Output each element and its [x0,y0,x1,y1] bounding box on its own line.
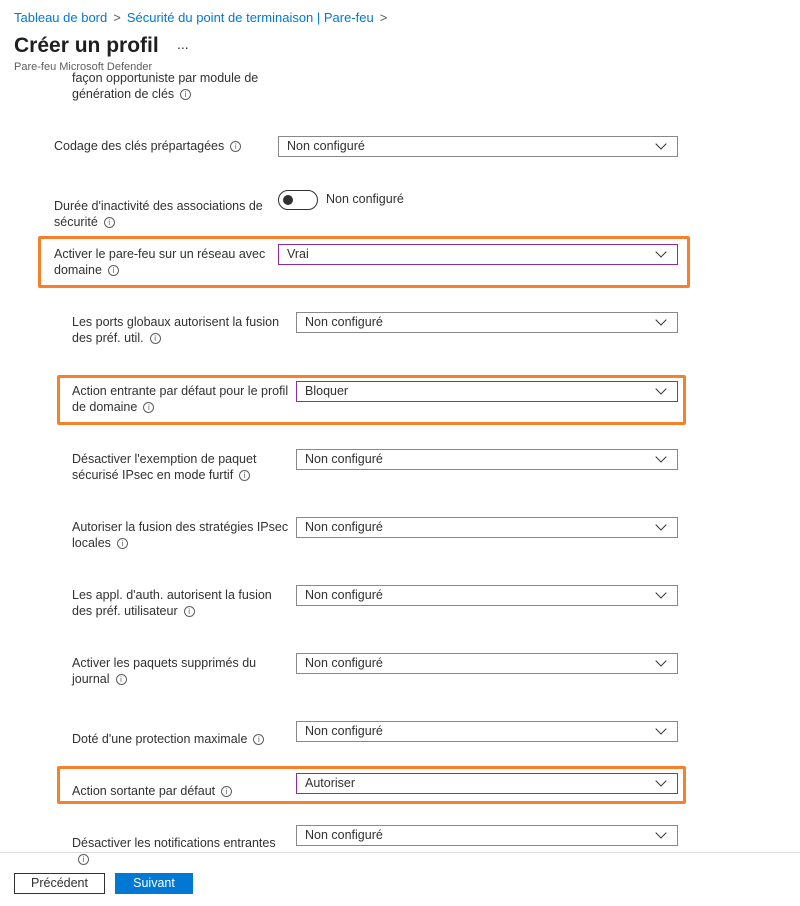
info-icon[interactable]: i [116,674,127,685]
setting-label [54,198,272,230]
setting-dropdown[interactable] [296,825,678,846]
chevron-down-icon [655,451,666,462]
info-icon[interactable]: i [104,217,115,228]
settings-panel[interactable] [0,71,800,865]
info-icon[interactable]: i [150,333,161,344]
setting-label [72,519,290,551]
dropdown-value: Bloquer [305,384,349,398]
setting-dropdown[interactable] [296,312,678,333]
page-subtitle: Pare-feu Microsoft Defender [14,61,153,73]
dropdown-value: Non configuré [305,656,383,670]
setting-dropdown[interactable] [296,585,678,606]
setting-label [54,138,272,154]
breadcrumb-firewall[interactable]: Sécurité du point de terminaison | Pare-feu [126,10,374,25]
toggle-switch[interactable] [278,190,318,210]
info-icon[interactable]: i [180,89,191,100]
setting-label-text: Durée d'inactivité des associations de sécurité [54,199,263,229]
next-button[interactable]: Suivant [115,873,193,894]
info-icon[interactable]: i [184,606,195,617]
dropdown-value: Non configuré [305,315,383,329]
chevron-down-icon [655,723,666,734]
info-icon[interactable]: i [117,538,128,549]
highlight-box [57,375,686,425]
info-icon[interactable]: i [143,402,154,413]
dropdown-value: Non configuré [305,828,383,842]
chevron-down-icon [655,519,666,530]
dropdown-value: Autoriser [305,776,356,790]
dropdown-value: Vrai [287,247,309,261]
setting-dropdown[interactable] [296,721,678,742]
setting-dropdown[interactable] [278,136,678,157]
setting-label-text: Désactiver les notifications entrantes [72,836,276,850]
chevron-down-icon [655,587,666,598]
more-options-button[interactable]: ... [177,36,189,52]
footer [0,852,800,906]
setting-dropdown[interactable] [296,517,678,538]
info-icon[interactable]: i [253,734,264,745]
setting-label-text: Désactiver l'exemption de paquet sécurisé IPsec en mode furtif [72,452,257,482]
dropdown-value: Non configuré [305,724,383,738]
setting-label-text: Action sortante par défaut [72,784,216,798]
info-icon[interactable]: i [221,786,232,797]
setting-label-text: Les appl. d'auth. autorisent la fusion des préf. utilisateur [72,588,272,618]
setting-label-text: Codage des clés prépartagées [54,139,225,153]
chevron-down-icon [655,827,666,838]
setting-dropdown[interactable] [296,653,678,674]
setting-label-text: Activer les paquets supprimés du journal [72,656,257,686]
setting-label [72,587,290,619]
label-line: façon opportuniste par module de [72,71,259,85]
setting-label [72,451,290,483]
setting-label-text: Doté d'une protection maximale [72,732,248,746]
highlight-box [38,236,690,288]
setting-label-text: Autoriser la fusion des stratégies IPsec locales [72,520,289,550]
dropdown-value: Non configuré [305,520,383,534]
chevron-down-icon [655,138,666,149]
setting-label [72,655,290,687]
info-icon[interactable]: i [78,854,89,865]
setting-label [72,314,290,346]
dropdown-value: Non configuré [305,452,383,466]
setting-label-text: Activer le pare-feu sur un réseau avec domaine [54,247,266,277]
setting-label [72,731,290,747]
chevron-down-icon [655,655,666,666]
toggle-value: Non configuré [326,192,404,206]
label-line: génération de clés [72,87,175,101]
breadcrumb [14,10,387,25]
partial-setting-label [72,70,258,102]
setting-label-text: Action entrante par défaut pour le profil de domaine [72,384,289,414]
previous-button[interactable]: Précédent [14,873,105,894]
info-icon[interactable]: i [239,470,250,481]
setting-dropdown[interactable] [296,449,678,470]
page-title: Créer un profil [14,34,159,57]
highlight-box [57,766,686,804]
dropdown-value: Non configuré [287,139,365,153]
info-icon[interactable]: i [108,265,119,276]
chevron-right-icon: > [379,10,388,25]
chevron-down-icon [655,314,666,325]
breadcrumb-dashboard[interactable]: Tableau de bord [14,10,108,25]
chevron-right-icon: > [113,10,121,25]
dropdown-value: Non configuré [305,588,383,602]
setting-label-text: Les ports globaux autorisent la fusion des préf. util. [72,315,280,345]
info-icon[interactable]: i [230,141,241,152]
